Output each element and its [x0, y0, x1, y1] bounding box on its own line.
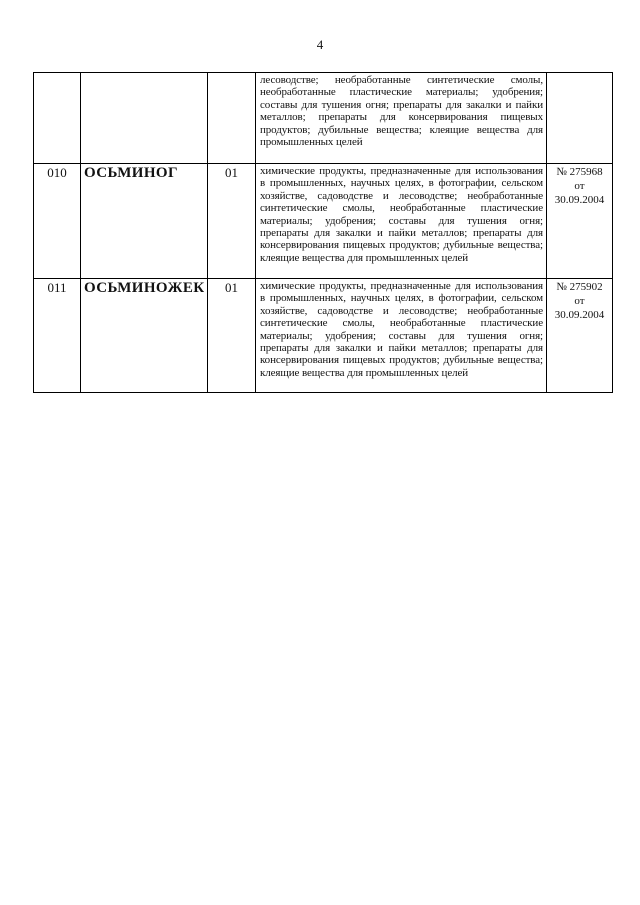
table-row-continuation [34, 73, 613, 164]
class-number: 01 [225, 280, 238, 295]
cell-class [208, 279, 256, 393]
registration-date: 30.09.2004 [554, 194, 605, 206]
cell-name [81, 279, 208, 393]
cell-description [256, 164, 547, 279]
class-number: 01 [225, 165, 238, 180]
registration-preposition: от [574, 295, 585, 307]
description-text: химические продукты, предназначенные для использования в промышленных, научных целях, в фотографии, сельском хозяйстве, садоводстве и лесоводстве; необработанные синтетические смолы, необработанные пластические материалы; удобрения; составы для тушения огня; препараты для закалки и пайки металлов; препараты для консервирования пищевых продуктов; дубильные вещества; клеящие вещества для промышленных целей [260, 280, 543, 379]
cell-class [208, 164, 256, 279]
cell-registration [547, 164, 613, 279]
cell-class-empty [208, 73, 256, 164]
cell-number-empty [34, 73, 81, 164]
registration-info [547, 279, 612, 322]
cell-number [34, 279, 81, 393]
registration-preposition: от [574, 180, 585, 192]
page-number: 4 [316, 37, 324, 52]
trademark-name: ОСЬМИНОЖЕК [84, 280, 205, 296]
registration-info [547, 164, 612, 207]
row-number: 010 [47, 165, 67, 180]
registration-number: № 275902 [556, 281, 603, 293]
cell-registration-empty [547, 73, 613, 164]
table-row [34, 164, 613, 279]
registration-date: 30.09.2004 [554, 309, 605, 321]
cell-name-empty [81, 73, 208, 164]
cell-description [256, 73, 547, 164]
table-row [34, 279, 613, 393]
cell-registration [547, 279, 613, 393]
row-number: 011 [47, 280, 67, 295]
trademark-name: ОСЬМИНОГ [84, 165, 178, 181]
trademark-table [33, 72, 613, 393]
cell-name [81, 164, 208, 279]
description-text: лесоводстве; необработанные синтетические смолы, необработанные пластические материалы; удобрения; составы для тушения огня; препараты для закалки и пайки металлов; препараты для консервирования пищевых продуктов; дубильные вещества; клеящие вещества для промышленных целей [260, 74, 543, 149]
registration-number: № 275968 [556, 166, 603, 178]
cell-description [256, 279, 547, 393]
cell-number [34, 164, 81, 279]
description-text: химические продукты, предназначенные для использования в промышленных, научных целях, в фотографии, сельском хозяйстве, садоводстве и лесоводстве; необработанные синтетические смолы, необработанные пластические материалы; удобрения; составы для тушения огня; препараты для закалки и пайки металлов; препараты для консервирования пищевых продуктов; дубильные вещества; клеящие вещества для промышленных целей [260, 165, 543, 264]
